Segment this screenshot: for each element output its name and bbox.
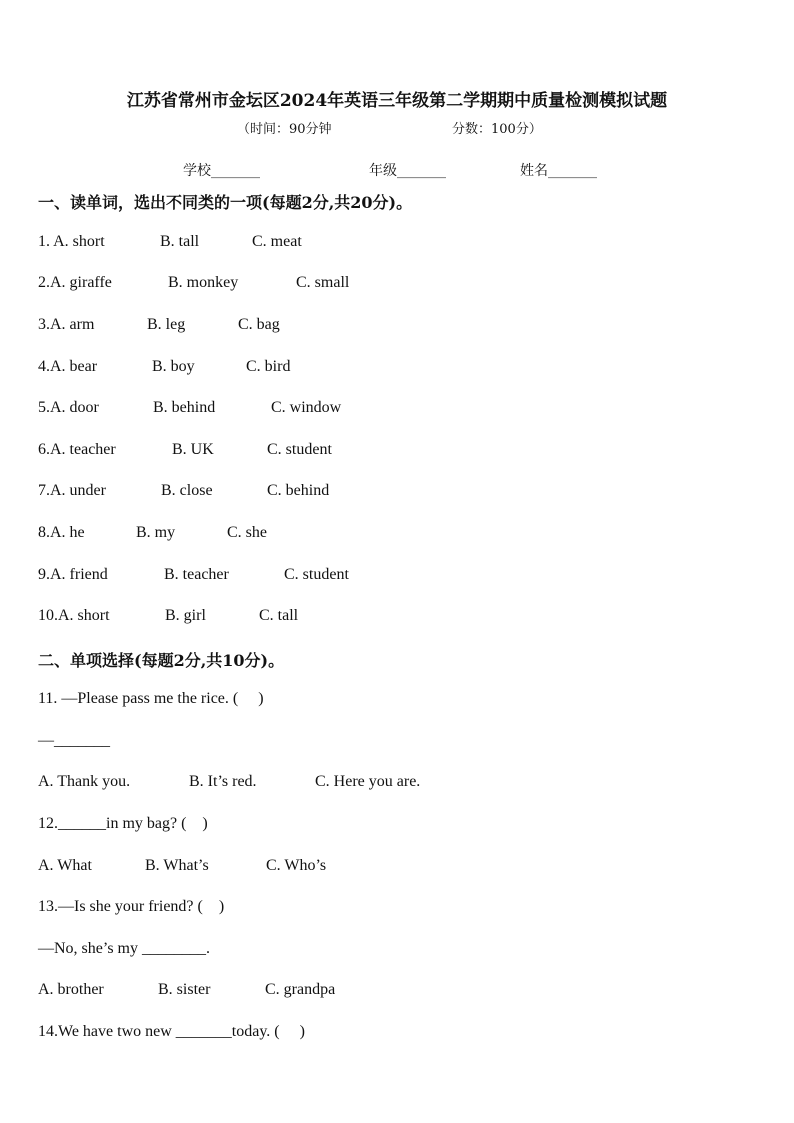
question-9-option-c: C. student: [284, 566, 349, 583]
question-4-option-c: C. bird: [246, 358, 291, 375]
name-field: 姓名_______: [520, 163, 597, 179]
question-8-option-a: 8.A. he: [38, 524, 85, 541]
question-6-option-c: C. student: [267, 441, 332, 458]
question-5-option-a: 5.A. door: [38, 399, 99, 416]
question-12-option-b: B. What’s: [145, 857, 209, 874]
question-13-option-a: A. brother: [38, 981, 104, 998]
question-9-option-a: 9.A. friend: [38, 566, 108, 583]
question-1-option-c: C. meat: [252, 233, 302, 250]
question-12-option-a: A. What: [38, 857, 92, 874]
question-7-option-a: 7.A. under: [38, 482, 106, 499]
question-5-option-b: B. behind: [153, 399, 216, 416]
question-3-option-a: 3.A. arm: [38, 316, 95, 333]
question-4-option-b: B. boy: [152, 358, 195, 375]
school-field: 学校_______: [183, 163, 260, 179]
question-5-option-c: C. window: [271, 399, 342, 416]
question-11-option-c: C. Here you are.: [315, 773, 421, 790]
question-1-option-a: 1. A. short: [38, 233, 105, 250]
question-9-option-b: B. teacher: [164, 566, 229, 583]
section-1-heading: 一、读单词，选出不同类的一项(每题2分,共20分)。: [38, 193, 413, 212]
question-13-answer-blank: —No, she’s my ________.: [38, 940, 210, 957]
question-1-option-b: B. tall: [160, 233, 200, 250]
question-3-option-c: C. bag: [238, 316, 280, 333]
question-11-option-b: B. It’s red.: [189, 773, 257, 790]
question-13-option-b: B. sister: [158, 981, 211, 998]
question-7-option-b: B. close: [161, 482, 213, 499]
question-4-option-a: 4.A. bear: [38, 358, 98, 375]
question-11-stem: 11. —Please pass me the rice. ( ): [38, 690, 264, 707]
question-8-option-c: C. she: [227, 524, 267, 541]
question-2-option-c: C. small: [296, 274, 350, 291]
question-13-option-c: C. grandpa: [265, 981, 336, 998]
question-12-option-c: C. Who’s: [266, 857, 327, 874]
question-11-option-a: A. Thank you.: [38, 773, 131, 790]
exam-score: 分数：100分）: [452, 122, 542, 137]
question-10-option-c: C. tall: [259, 607, 299, 624]
question-10-option-a: 10.A. short: [38, 607, 110, 624]
question-2-option-b: B. monkey: [168, 274, 239, 291]
question-12-stem: 12.______in my bag? ( ): [38, 815, 208, 832]
grade-field: 年级_______: [369, 163, 446, 179]
question-2-option-a: 2.A. giraffe: [38, 274, 112, 291]
question-3-option-b: B. leg: [147, 316, 186, 333]
question-7-option-c: C. behind: [267, 482, 330, 499]
page-title: 江苏省常州市金坛区2024年英语三年级第二学期期中质量检测模拟试题: [126, 91, 668, 111]
question-10-option-b: B. girl: [165, 607, 206, 624]
question-6-option-a: 6.A. teacher: [38, 441, 116, 458]
question-6-option-b: B. UK: [172, 441, 214, 458]
question-11-answer-blank: —_______: [38, 732, 110, 749]
exam-time: （时间：90分钟: [237, 122, 332, 137]
question-13-stem: 13.—Is she your friend? ( ): [38, 898, 225, 915]
question-14-stem: 14.We have two new _______today. ( ): [38, 1023, 305, 1040]
question-8-option-b: B. my: [136, 524, 176, 541]
section-2-heading: 二、单项选择(每题2分,共10分)。: [38, 651, 285, 670]
